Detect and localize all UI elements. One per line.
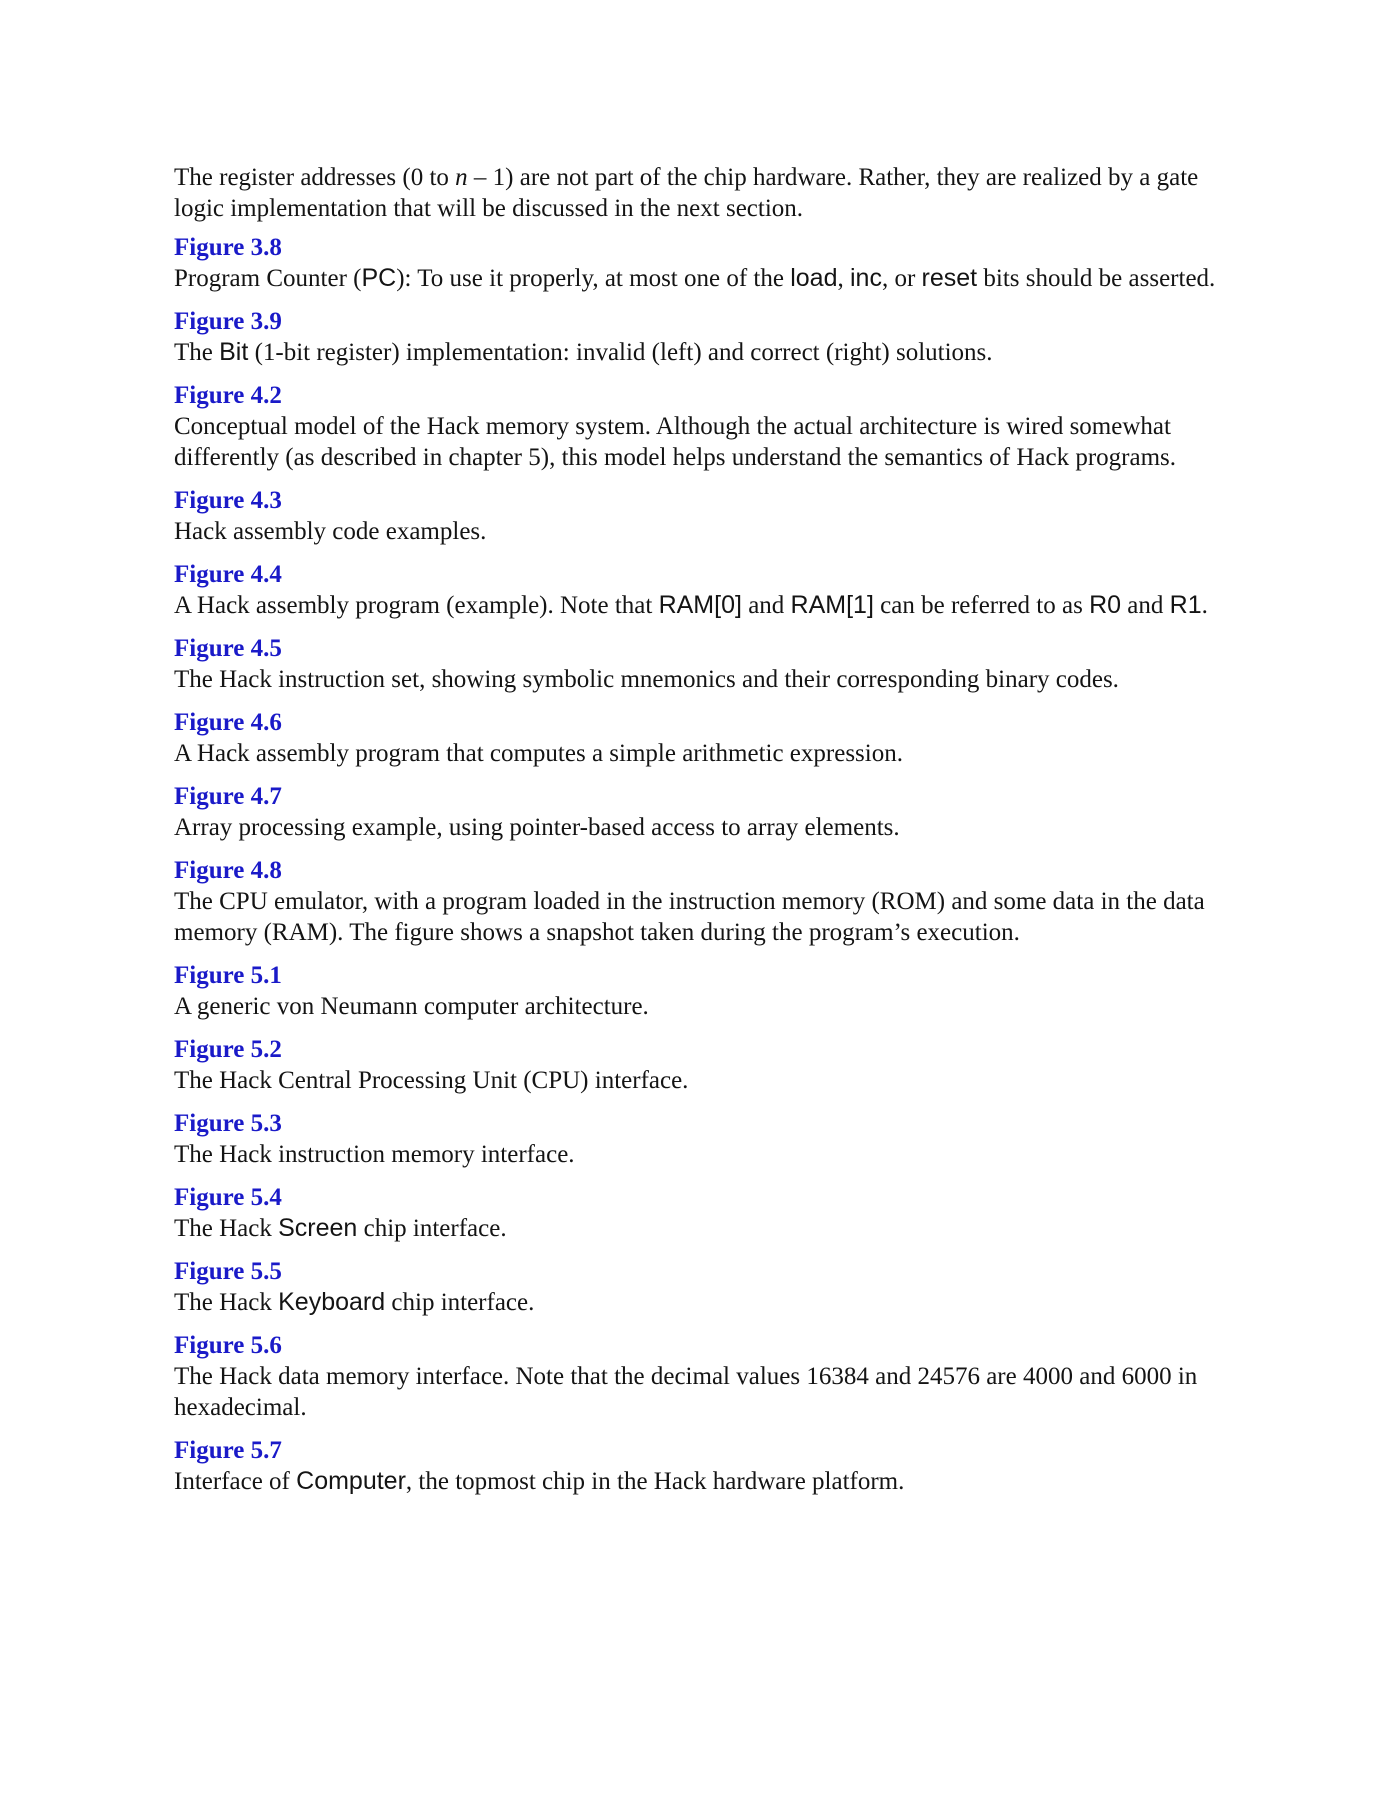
figure-link[interactable]: Figure 4.7 — [174, 783, 282, 810]
figure-link[interactable]: Figure 5.7 — [174, 1437, 282, 1464]
figure-link[interactable]: Figure 5.2 — [174, 1036, 282, 1063]
caption-code-term: Keyboard — [278, 1288, 386, 1316]
caption-text: , the topmost chip in the Hack hardware platform. — [405, 1468, 905, 1495]
caption-text: , or — [881, 265, 922, 292]
caption-text: Conceptual model of the Hack memory system. Although the actual architecture is wired somewhat differently (as described in chapter 5), this model helps understand the semantics of Hack programs. — [174, 413, 1177, 471]
caption-text: Interface of — [174, 1468, 297, 1495]
figure-caption — [174, 1213, 1234, 1244]
figure-entry — [174, 306, 1234, 368]
caption-text: and — [1121, 592, 1170, 619]
figure-caption — [174, 1287, 1234, 1318]
figure-link[interactable]: Figure 3.9 — [174, 308, 282, 335]
caption-text: ): To use it properly, at most one of the — [396, 265, 791, 292]
figure-entry — [174, 380, 1234, 473]
figure-caption — [174, 812, 1234, 843]
caption-text: and — [741, 592, 791, 619]
caption-text: (1-bit register) implementation: invalid (left) and correct (right) solutions. — [248, 339, 993, 366]
caption-text: A Hack assembly program (example). Note that — [174, 592, 659, 619]
caption-text: . — [1201, 592, 1208, 619]
figure-link[interactable]: Figure 4.4 — [174, 561, 282, 588]
figure-entry — [174, 855, 1234, 948]
caption-code-term: R1 — [1169, 591, 1202, 619]
caption-code-term: Computer — [296, 1467, 406, 1495]
caption-text: The Hack — [174, 1215, 279, 1242]
figure-entry — [174, 1435, 1234, 1497]
caption-code-term: load — [790, 264, 838, 292]
caption-code-term: Screen — [278, 1214, 358, 1242]
figure-entry — [174, 1256, 1234, 1318]
figure-entry — [174, 1182, 1234, 1244]
figure-link[interactable]: Figure 4.6 — [174, 709, 282, 736]
figure-caption — [174, 664, 1234, 695]
caption-code-term: RAM[1] — [790, 591, 874, 619]
figure-caption — [174, 337, 1234, 368]
figure-caption — [174, 1361, 1234, 1423]
caption-code-term: reset — [921, 264, 978, 292]
caption-code-term: R0 — [1089, 591, 1122, 619]
figure-link[interactable]: Figure 4.5 — [174, 635, 282, 662]
caption-text: The Hack data memory interface. Note that the decimal values 16384 and 24576 are 4000 and 6000 in hexadecimal. — [174, 1363, 1198, 1421]
caption-text: Program Counter ( — [174, 265, 362, 292]
caption-text: , — [837, 265, 850, 292]
figure-caption — [174, 411, 1234, 473]
figure-entry — [174, 485, 1234, 547]
figure-entry — [174, 781, 1234, 843]
caption-text: The — [174, 339, 220, 366]
figure-link[interactable]: Figure 5.3 — [174, 1110, 282, 1137]
figure-caption — [174, 738, 1234, 769]
caption-text: chip interface. — [385, 1289, 535, 1316]
figure-caption — [174, 886, 1234, 948]
figure-entry — [174, 1034, 1234, 1096]
figure-entry — [174, 707, 1234, 769]
figure-entry — [174, 633, 1234, 695]
figure-link[interactable]: Figure 4.8 — [174, 857, 282, 884]
figure-entry — [174, 232, 1234, 294]
figure-entry — [174, 1108, 1234, 1170]
intro-text-1: The register addresses (0 to — [174, 164, 456, 191]
figure-link[interactable]: Figure 5.4 — [174, 1184, 282, 1211]
document-page — [174, 162, 1234, 1509]
figure-link[interactable]: Figure 5.6 — [174, 1332, 282, 1359]
intro-paragraph — [174, 162, 1234, 224]
figure-list — [174, 232, 1234, 1497]
figure-caption — [174, 991, 1234, 1022]
caption-code-term: Bit — [219, 338, 249, 366]
caption-text: The Hack instruction set, showing symbolic mnemonics and their corresponding binary codes. — [174, 666, 1119, 693]
caption-code-term: PC — [361, 264, 397, 292]
figure-caption — [174, 1466, 1234, 1497]
caption-text: can be referred to as — [873, 592, 1090, 619]
figure-caption — [174, 1065, 1234, 1096]
caption-text: bits should be asserted. — [977, 265, 1216, 292]
figure-entry — [174, 1330, 1234, 1423]
intro-variable-n: n — [455, 164, 468, 191]
caption-code-term: RAM[0] — [658, 591, 742, 619]
figure-caption — [174, 590, 1234, 621]
caption-text: Hack assembly code examples. — [174, 518, 487, 545]
figure-caption — [174, 263, 1234, 294]
caption-text: chip interface. — [357, 1215, 507, 1242]
caption-text: A generic von Neumann computer architecture. — [174, 993, 649, 1020]
figure-entry — [174, 960, 1234, 1022]
figure-link[interactable]: Figure 3.8 — [174, 234, 282, 261]
figure-caption — [174, 1139, 1234, 1170]
figure-caption — [174, 516, 1234, 547]
caption-text: The Hack Central Processing Unit (CPU) interface. — [174, 1067, 689, 1094]
caption-text: The CPU emulator, with a program loaded in the instruction memory (ROM) and some data in the data memory (RAM). The figure shows a snapshot taken during the program’s execution. — [174, 888, 1205, 946]
figure-link[interactable]: Figure 4.2 — [174, 382, 282, 409]
intro-text-2: – 1) are not part of the chip hardware. Rather, they are realized by a gate logic implementation that will be discussed in the next section. — [174, 164, 1199, 222]
caption-text: A Hack assembly program that computes a simple arithmetic expression. — [174, 740, 903, 767]
caption-text: Array processing example, using pointer-based access to array elements. — [174, 814, 900, 841]
figure-link[interactable]: Figure 4.3 — [174, 487, 282, 514]
figure-link[interactable]: Figure 5.1 — [174, 962, 282, 989]
caption-code-term: inc — [849, 264, 882, 292]
figure-link[interactable]: Figure 5.5 — [174, 1258, 282, 1285]
figure-entry — [174, 559, 1234, 621]
caption-text: The Hack — [174, 1289, 279, 1316]
caption-text: The Hack instruction memory interface. — [174, 1141, 575, 1168]
